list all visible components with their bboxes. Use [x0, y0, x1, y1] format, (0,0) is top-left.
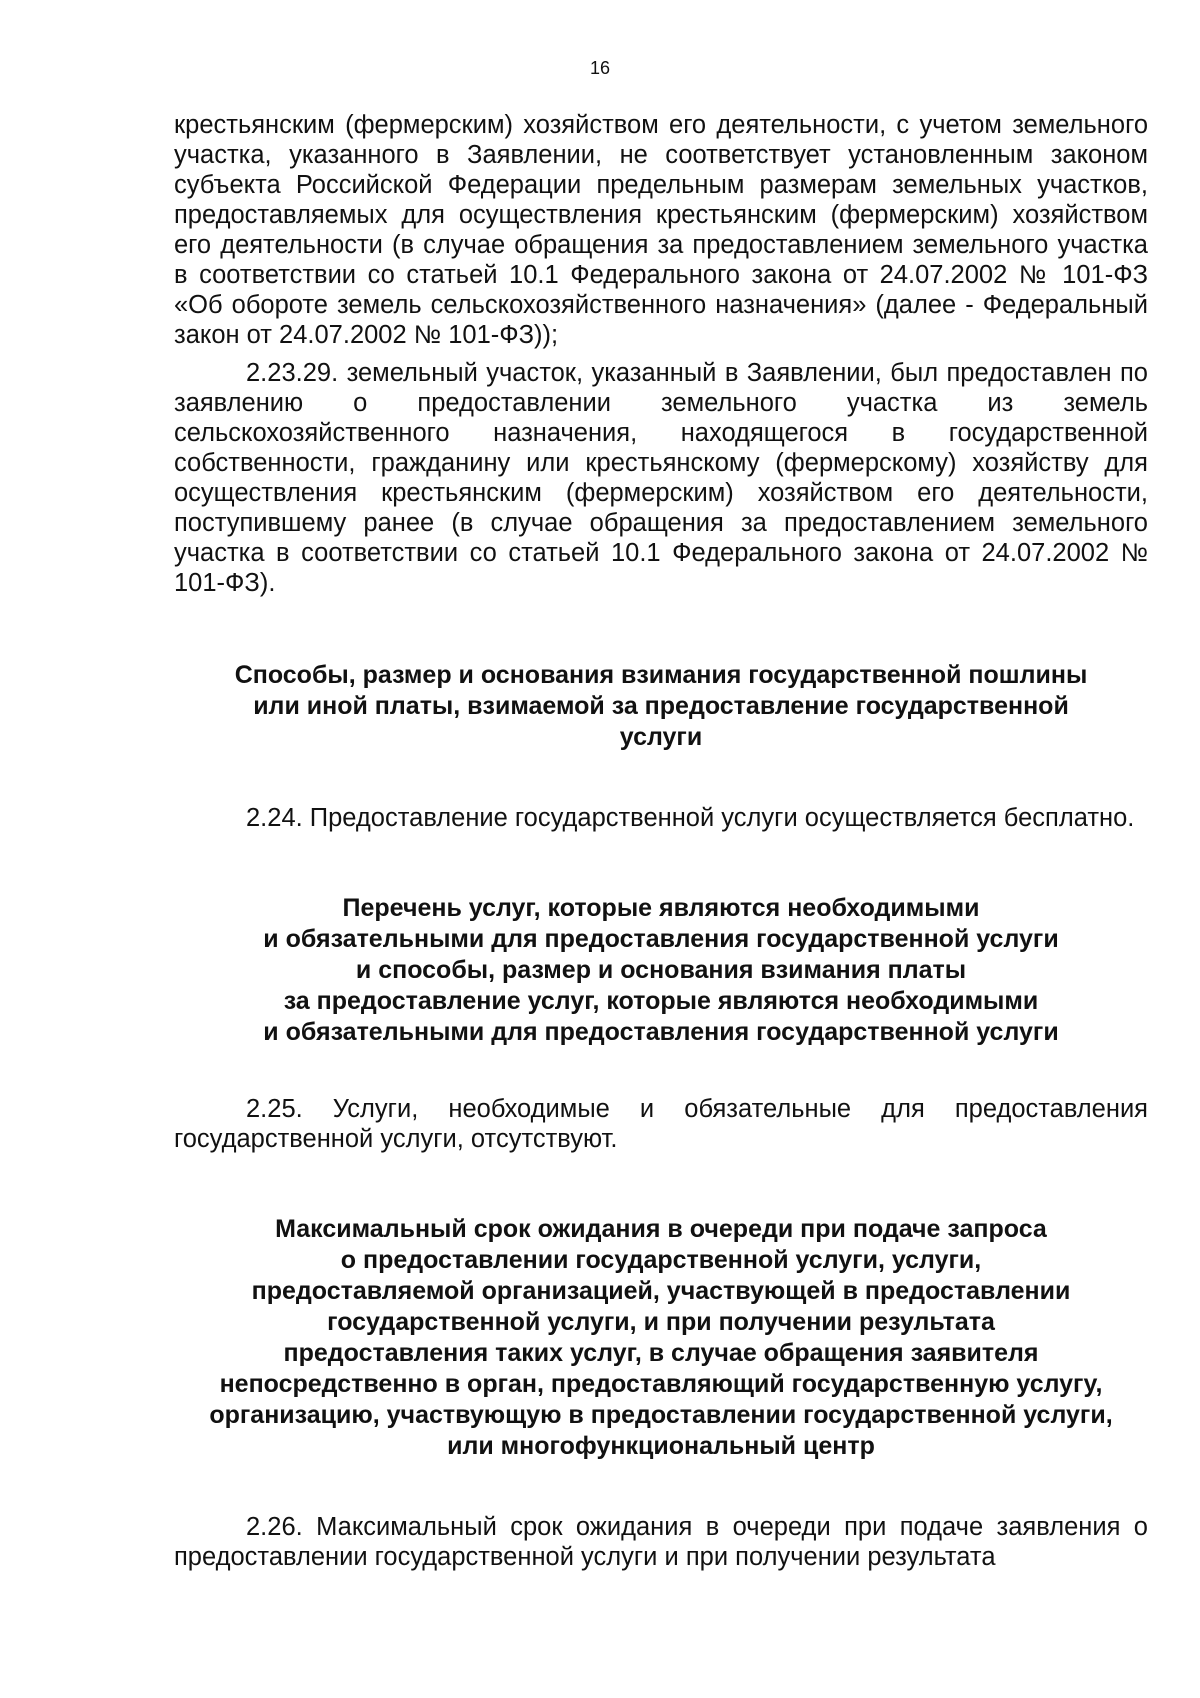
heading-line: Максимальный срок ожидания в очереди при подаче запроса [275, 1215, 1047, 1243]
paragraph-2-23-29: 2.23.29. земельный участок, указанный в Заявлении, был предоставлен по заявлению о предоставлении земельного участка из земель сельскохозяйственного назначения, находящегося в государственной собственности, гражданину или крестьянскому (фермерскому) хозяйству для осуществления крестьянским (фермерским) хозяйством его деятельности, поступившему ранее (в случае обращения за предоставлением земельного участка в соответствии со статьей 10.1 Федерального закона от 24.07.2002 № 101-ФЗ). [174, 359, 1148, 597]
section-heading-waiting-time [174, 1214, 1148, 1462]
heading-line: организацию, участвующую в предоставлении государственной услуги, [209, 1401, 1113, 1429]
section-heading-required-services [174, 893, 1148, 1048]
heading-line: Способы, размер и основания взимания государственной пошлины [234, 661, 1088, 689]
paragraph-2-24: 2.24. Предоставление государственной услуги осуществляется бесплатно. [246, 804, 1135, 832]
paragraph-2-25: 2.25. Услуги, необходимые и обязательные для предоставления государственной услуги, отсутствуют. [174, 1095, 1148, 1153]
paragraph-2-26: 2.26. Максимальный срок ожидания в очереди при подаче заявления о предоставлении государственной услуги и при получении результата [174, 1513, 1148, 1571]
page-number: 16 [589, 58, 611, 78]
heading-line: или многофункциональный центр [447, 1432, 875, 1460]
paragraph-continuation: крестьянским (фермерским) хозяйством его деятельности, с учетом земельного участка, указанного в Заявлении, не соответствует установленным законом субъекта Российской Федерации предельным размерам земельных участков, предоставляемых для осуществления крестьянским (фермерским) хозяйством его деятельности (в случае обращения за предоставлением земельного участка в соответствии со статьей 10.1 Федерального закона от 24.07.2002 № 101-ФЗ «Об обороте земель сельскохозяйственного назначения» (далее - Федеральный закон от 24.07.2002 № 101-ФЗ)); [174, 111, 1148, 349]
heading-line: предоставляемой организацией, участвующей в предоставлении [251, 1277, 1071, 1305]
heading-line: услуги [619, 723, 703, 751]
heading-line: за предоставление услуг, которые являются необходимыми [283, 987, 1039, 1015]
heading-line: и способы, размер и основания взимания платы [355, 956, 967, 984]
heading-line: непосредственно в орган, предоставляющий государственную услугу, [219, 1370, 1103, 1398]
document-body [174, 110, 1148, 1572]
heading-line: и обязательными для предоставления государственной услуги [263, 925, 1059, 953]
heading-line: или иной платы, взимаемой за предоставление государственной [253, 692, 1069, 720]
section-heading-fees [174, 660, 1148, 753]
heading-line: Перечень услуг, которые являются необходимыми [342, 894, 980, 922]
heading-line: и обязательными для предоставления государственной услуги [263, 1018, 1059, 1046]
heading-line: государственной услуги, и при получении результата [327, 1308, 995, 1336]
heading-line: предоставления таких услуг, в случае обращения заявителя [283, 1339, 1039, 1367]
heading-line: о предоставлении государственной услуги, услуги, [340, 1246, 982, 1274]
